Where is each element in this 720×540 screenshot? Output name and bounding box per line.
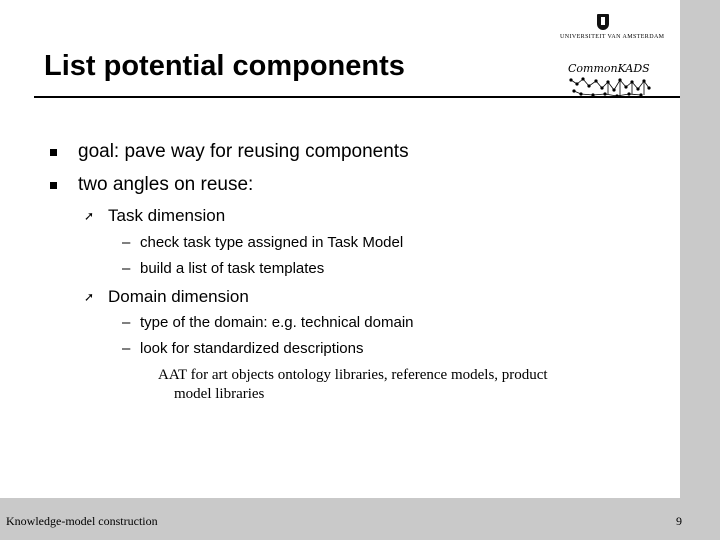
slide-title: List potential components [44, 50, 405, 82]
note-text [158, 366, 638, 404]
shield-icon [597, 14, 609, 30]
note-line-2: model libraries [174, 386, 265, 402]
sub-bullet-task-dimension: Task dimension [108, 206, 226, 225]
arrow-bullet-icon: ➚ [84, 209, 95, 223]
sub-bullet-domain-dimension: Domain dimension [108, 287, 249, 306]
dash-bullet-icon: – [122, 314, 131, 331]
task-item-build-list: build a list of task templates [140, 260, 325, 277]
arrow-bullet-icon: ➚ [84, 290, 95, 304]
note-line-1: AAT for art objects ontology libraries, reference models, product [158, 367, 548, 383]
task-item-check-type: check task type assigned in Task Model [140, 234, 404, 251]
domain-item-standardized: look for standardized descriptions [140, 340, 364, 357]
slide-shadow-right [680, 0, 720, 540]
bullet-goal: goal: pave way for reusing components [78, 141, 409, 162]
domain-item-type: type of the domain: e.g. technical domain [140, 314, 414, 331]
commonkads-logo-text: CommonKADS [568, 62, 650, 75]
university-name: UNIVERSITEIT VAN AMSTERDAM [560, 34, 665, 40]
square-bullet-icon [50, 149, 57, 156]
dash-bullet-icon: – [122, 234, 131, 251]
dash-bullet-icon: – [122, 340, 131, 357]
square-bullet-icon [50, 182, 57, 189]
dash-bullet-icon: – [122, 260, 131, 277]
page-number: 9 [676, 514, 682, 528]
university-logo [560, 10, 665, 92]
footer-title: Knowledge-model construction [6, 514, 158, 528]
bullet-two-angles: two angles on reuse: [78, 174, 254, 195]
commonkads-network-icon [568, 76, 652, 98]
